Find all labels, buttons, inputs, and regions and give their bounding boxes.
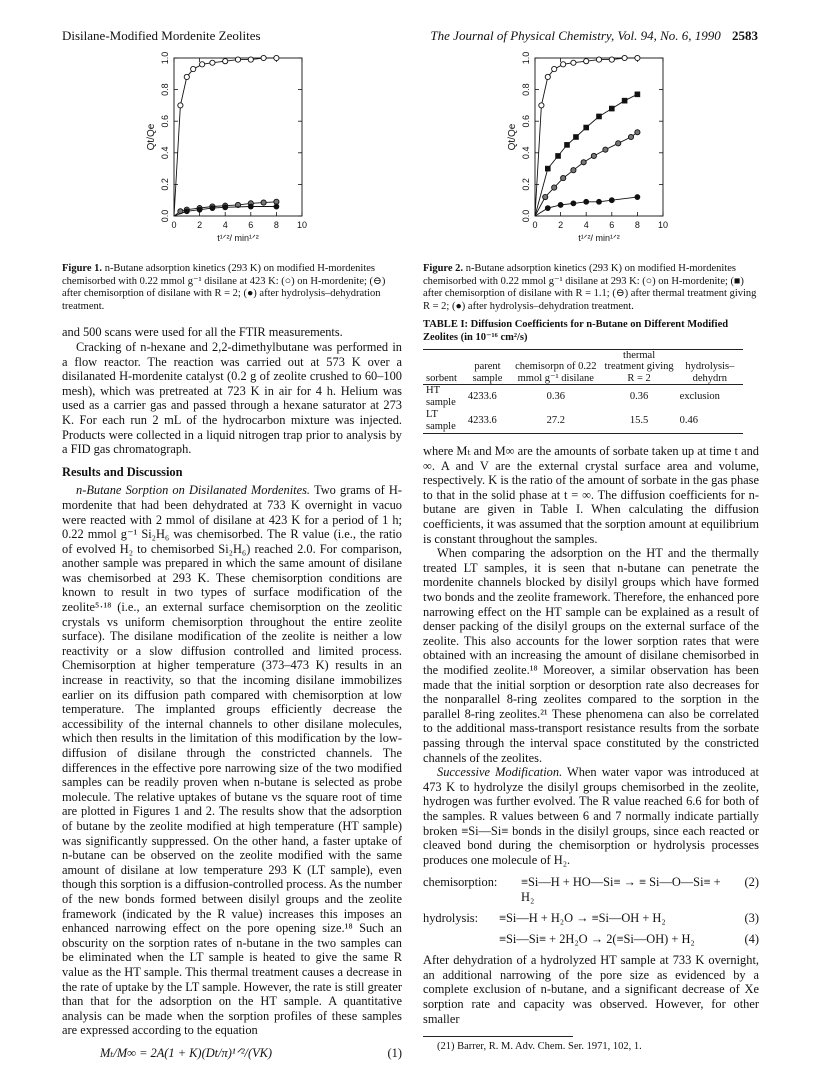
paragraph-successive-text: When water vapor was introduced at 473 K to hydrolyze the disilyl groups chemisorbed in the zeolite, hydrogen was further evolved. The R value reached 6.6 for both of the samples. R values between 6 and 7 normally indicate partially broken ≡Si—Si≡ bonds in the disilyl groups, since each reacted or cleaved bond during the chemisorption or hydrolysis processes produces one molecule of H₂. xyxy=(423,765,760,867)
equation-1-body: Mₜ/M∞ = 2A(1 + K)(Dt/π)¹ᐟ²/(VK) xyxy=(100,1045,273,1060)
right-body xyxy=(423,444,759,867)
data-point-square xyxy=(635,92,640,97)
data-point-filled xyxy=(558,202,563,207)
y-tick-label: 0.0 xyxy=(160,209,170,223)
table-header-chemisorpn: chemisorpn of 0.22 mmol g⁻¹ disilane xyxy=(510,349,601,385)
data-point-filled xyxy=(609,198,614,203)
table-cell: 4233.6 xyxy=(467,391,497,403)
figure-1-caption-text: n-Butane adsorption kinetics (293 K) on modified H-mordenites chemisorbed with 0.22 mmol g⁻¹ disilane at 423 K: (○) on H-mordenite; (⊖) after chemisorption of disilane with R = 2; (●) after hydrolysis–dehydration treatment. xyxy=(62,263,386,312)
data-point-square xyxy=(622,98,627,103)
data-point-half xyxy=(261,200,266,205)
data-point-half xyxy=(543,194,548,199)
data-point-filled xyxy=(596,199,601,204)
equation-4-body: ≡Si—Si≡ + 2H₂O → 2(≡Si—OH) + H₂ xyxy=(499,932,695,947)
section-heading: Results and Discussion xyxy=(62,464,183,479)
data-point-open xyxy=(561,62,566,67)
table-cell: LT sample xyxy=(423,409,465,434)
equation-2 xyxy=(423,875,759,905)
data-point-open xyxy=(571,60,576,65)
data-point-open xyxy=(210,60,215,65)
figure-2 xyxy=(423,44,759,261)
y-tick-label: 0.2 xyxy=(160,178,170,191)
y-tick-label: 0.6 xyxy=(160,114,170,128)
plot-frame xyxy=(535,58,663,216)
equation-2-label: chemisorption: xyxy=(423,875,498,890)
x-tick-label: 6 xyxy=(609,220,615,230)
equation-1 xyxy=(62,1046,402,1061)
data-point-filled xyxy=(210,206,215,211)
plot-frame xyxy=(174,58,302,216)
data-point-filled xyxy=(571,201,576,206)
table-cell: 0.36 xyxy=(629,391,649,403)
data-point-half xyxy=(616,141,621,146)
table-cell: 0.46 xyxy=(677,409,743,434)
table-header-parent: parent sample xyxy=(465,349,510,385)
equation-3-number: (3) xyxy=(744,911,759,926)
equation-3 xyxy=(423,911,759,926)
x-tick-label: 2 xyxy=(558,220,564,230)
paragraph-successive-title: Successive Modification. xyxy=(437,765,563,780)
data-point-square xyxy=(609,106,614,111)
equation-2-number: (2) xyxy=(744,875,759,890)
diffusion-table xyxy=(423,349,743,435)
table-cell: 27.2 xyxy=(510,409,601,434)
table-header-sorbent: sorbent xyxy=(423,349,465,385)
data-point-open xyxy=(178,103,183,108)
y-tick-label: 0.6 xyxy=(521,114,531,128)
x-tick-label: 6 xyxy=(248,220,254,230)
figure-2-caption-text: n-Butane adsorption kinetics (293 K) on modified H-mordenites chemisorbed with 0.22 mmol g⁻¹ disilane at 293 K: (○) on H-mordenite; (■) after chemisorption of disilane with R = 1.1; (⊖) after thermal treatment giving R = 2; (●) after hydrolysis–dehydration treatment. xyxy=(423,263,757,312)
data-point-open xyxy=(248,57,253,62)
table-row xyxy=(423,409,743,434)
figure-2-label: Figure 2. xyxy=(423,263,464,274)
data-point-filled xyxy=(197,207,202,212)
data-point-square xyxy=(565,142,570,147)
data-point-half xyxy=(561,175,566,180)
paragraph-sorption-text: Two grams of H-mordenite that had been dehydrated at 733 K overnight in vacuo were reacted with 2 mmol of disilane at 423 K for a period of 1 h; 0.22 mmol g⁻¹ Si₂H₆ was chemisorbed. The R value (i.e., the ratio of evolved H₂ to chemisorbed Si₂H₆) reached 2.0. For comparison, another sample was prepared in which the same amount of disilane was chemisorbed at 293 K. These chemisorption conditions are known to result in two types of surface modification of the zeolite⁵·¹⁸ (i.e., an external surface chemisorption on the zeolitic crystals vs uniform chemisorption throughout the entire zeolite surface). The disilane modification of the zeolite is neither a low reactivity or a slow diffusion controlled and limited process. Chemisorption at higher temperature (373–473 K) results in an increase in reactivity, so that the incoming disilane immobilizes earlier on its diffusion path compared with chemisorption at low temperature. The implanted groups efficiently decrease the accessibility of the internal channels to other disilane molecules, which then results in the limitation of this modification by the low-diffusion of disilane through the constricted channels. The differences in the effective pore narrowing size of the two modified samples can be readily proven when n-butane is selected as probe molecule. The relative uptakes of butane vs the square root of time are plotted in Figures 1 and 2. The results show that the adsorption of butane by the zeolite modified at high temperature (HT sample) was significantly suppressed. On the other hand, a faster uptake of n-butane can be observed on the zeolite modified with the same amount of disilane at low temperature 293 K (LT sample), even though this sorption is a diffusion-controlled process. As the number of the new bonds formed between disilyl groups and the zeolite framework (indicated by the R value) increases this imposes an enhanced narrowing effect on the pore opening size.¹⁸ Such an obscurity on the sorption rates of n-butane in the two samples can be eliminated when the LT sample is heated to give the same R value as the HT sample. This thermal treatment causes a decrease in the rate of uptake by the LT sample. However, the rate is still greater than that for the adsorption on the HT sample. A quantitative analysis can be made when the sorption profiles of these samples are expressed according to the equation xyxy=(62,483,403,1038)
data-point-filled xyxy=(248,204,253,209)
y-axis-label: Qt/Qe xyxy=(507,123,518,151)
x-tick-label: 0 xyxy=(532,220,538,230)
x-tick-label: 2 xyxy=(197,220,203,230)
y-axis-label: Qt/Qe xyxy=(146,123,157,151)
equation-3-label: hydrolysis: xyxy=(423,911,479,926)
paragraph-comparing: When comparing the adsorption on the HT and the thermally treated LT samples, it is seen that n-butane can penetrate the mordenite channels blocked by disilyl groups which have formed two bonds and the zeolite framework. Therefore, the enhanced pore narrowing effect on the HT sample can be explained as a result of denser packing of the disilyl groups on the external surface of the zeolite. This also accounts for the lower sorption rates that were obtained with an increasing the amount of disilane chemisorbed in the modified zeolite.¹⁸ Moreover, a similar observation has been made that the initial sorption or desorption rate also decreases for the nonparallel 8-ring zeolites compared to the sorption in the parallel 8-ring zeolites.²¹ These phenomena can also be correlated to the additional mass-transport resistance results from the sorbate passing through the interval space constituted by the constricted channels of the zeolites. xyxy=(423,546,759,765)
y-tick-label: 0.8 xyxy=(160,83,170,96)
paragraph-cracking: Cracking of n-hexane and 2,2-dimethylbutane was performed in a flow reactor. The reaction was carried out at 573 K over a disilanated H-mordenite catalyst (0.2 g of zeolite crushed to 60–100 mesh), which was pretreated at 723 K in air for 4 h. Helium was used as a carrier gas and passed through a hexane saturator at 273 K. For each run 2 mL of the hydrocarbon mixture was injected. Products were collected in a liquid nitrogen trap prior to analysis by a FID gas chromatograph. xyxy=(62,339,402,457)
y-tick-label: 0.0 xyxy=(521,209,531,223)
table-header-thermal: thermal treatment giving R = 2 xyxy=(602,349,677,385)
data-point-half xyxy=(571,168,576,173)
data-point-half xyxy=(628,134,633,139)
x-tick-label: 8 xyxy=(634,220,640,230)
data-point-open xyxy=(622,55,627,60)
data-point-square xyxy=(545,166,550,171)
data-point-open xyxy=(596,57,601,62)
data-point-open xyxy=(609,57,614,62)
table-cell: 4233.6 xyxy=(465,409,510,434)
data-point-square xyxy=(556,153,561,158)
figure-2-plot xyxy=(423,44,759,256)
data-point-open xyxy=(235,57,240,62)
figure-1 xyxy=(62,44,402,261)
data-point-half xyxy=(274,199,279,204)
data-point-open xyxy=(539,103,544,108)
right-body-2 xyxy=(423,953,759,1026)
x-tick-label: 4 xyxy=(222,220,228,230)
data-point-filled xyxy=(584,199,589,204)
data-point-square xyxy=(597,114,602,119)
series-line-square xyxy=(535,94,637,216)
data-point-half xyxy=(635,130,640,135)
table-header-hydrolysis: hydrolysis–dehydrn xyxy=(677,349,743,385)
table-cell: 0.36 xyxy=(546,391,565,403)
journal-name: The Journal of Physical Chemistry, Vol. 94, No. 6, 1990 xyxy=(430,28,721,43)
data-point-half xyxy=(603,147,608,152)
paragraph-sorption xyxy=(62,483,402,1038)
data-point-square xyxy=(573,135,578,140)
data-point-filled xyxy=(635,194,640,199)
data-point-open xyxy=(223,59,228,64)
data-point-open xyxy=(261,55,266,60)
figure-1-plot xyxy=(62,44,402,256)
equation-2-body: ≡Si—H + HO—Si≡ → ≡ Si—O—Si≡ + H₂ xyxy=(521,875,721,905)
data-point-square xyxy=(584,125,589,130)
footnote-rule xyxy=(423,1036,573,1037)
series-line-open xyxy=(535,58,637,216)
paragraph-dehydration: After dehydration of a hydrolyzed HT sample at 733 K overnight, an additional narrowing of the pore size as evidenced by a complete exclusion of n-butane, and a significant decrease of Xe sorption rate and capacity was observed. However, for other smaller xyxy=(423,953,759,1026)
table-row xyxy=(423,385,743,410)
equation-1-number: (1) xyxy=(387,1045,402,1060)
x-axis-label: t¹ᐟ²/ min¹ᐟ² xyxy=(217,233,259,243)
y-tick-label: 0.8 xyxy=(521,83,531,96)
data-point-filled xyxy=(184,209,189,214)
data-point-open xyxy=(184,74,189,79)
equation-4 xyxy=(423,932,759,947)
table-cell: 15.5 xyxy=(602,409,677,434)
table-title: TABLE I: Diffusion Coefficients for n-Butane on Different Modified Zeolites (in 10⁻¹⁶ cm²/s) xyxy=(423,319,729,343)
paragraph-successive xyxy=(423,765,759,867)
x-tick-label: 8 xyxy=(273,220,279,230)
x-tick-label: 10 xyxy=(657,220,669,230)
running-head-title: Disilane-Modified Mordenite Zeolites xyxy=(62,28,261,43)
y-tick-label: 0.2 xyxy=(521,178,531,191)
data-point-open xyxy=(545,74,550,79)
series-line-open xyxy=(174,58,276,216)
x-axis-label: t¹ᐟ²/ min¹ᐟ² xyxy=(578,233,620,243)
y-tick-label: 0.4 xyxy=(160,146,170,160)
data-point-half xyxy=(591,153,596,158)
paragraph-where: where Mₜ and M∞ are the amounts of sorbate taken up at time t and ∞. A and V are the external crystal surface area and volume, respectively. K is the ratio of the amount of sorbate in the gas phase to that in the solid phase at t = ∞. The diffusion coefficients for n-butane are given in Table I. When calculating the diffusion coefficients, it was assumed that the sorption amount at equilibrium is constant throughout the samples. xyxy=(423,444,759,546)
paragraph-ftir: and 500 scans were used for all the FTIR measurements. xyxy=(62,325,343,340)
left-body xyxy=(62,325,402,1060)
data-point-filled xyxy=(274,204,279,209)
right-column xyxy=(423,44,759,1052)
y-tick-label: 1.0 xyxy=(160,51,170,65)
table-cell: exclusion xyxy=(679,391,720,403)
x-tick-label: 0 xyxy=(171,220,177,230)
data-point-open xyxy=(552,66,557,71)
paragraph-sorption-title: n-Butane Sorption on Disilanated Mordenites. xyxy=(76,483,311,498)
x-tick-label: 4 xyxy=(583,220,589,230)
figure-1-label: Figure 1. xyxy=(62,263,103,274)
y-tick-label: 1.0 xyxy=(521,51,531,65)
page-number: 2583 xyxy=(732,28,758,43)
data-point-open xyxy=(200,62,205,67)
data-point-open xyxy=(584,59,589,64)
y-tick-label: 0.4 xyxy=(521,146,531,160)
figure-2-caption xyxy=(423,263,759,313)
data-point-open xyxy=(274,55,279,60)
data-point-filled xyxy=(545,206,550,211)
table-cell: HT sample xyxy=(426,385,456,409)
data-point-open xyxy=(635,55,640,60)
running-head-journal xyxy=(430,28,758,44)
x-tick-label: 10 xyxy=(296,220,308,230)
figure-1-caption xyxy=(62,263,402,313)
data-point-half xyxy=(581,160,586,165)
data-point-filled xyxy=(223,205,228,210)
data-point-half xyxy=(552,185,557,190)
footnote-21: (21) Barrer, R. M. Adv. Chem. Ser. 1971, 102, 1. xyxy=(437,1041,642,1053)
left-column xyxy=(62,44,402,1060)
chemical-equations xyxy=(423,875,759,947)
data-point-open xyxy=(191,66,196,71)
equation-3-body: ≡Si—H + H₂O → ≡Si—OH + H₂ xyxy=(499,911,666,926)
equation-4-number: (4) xyxy=(744,932,759,947)
